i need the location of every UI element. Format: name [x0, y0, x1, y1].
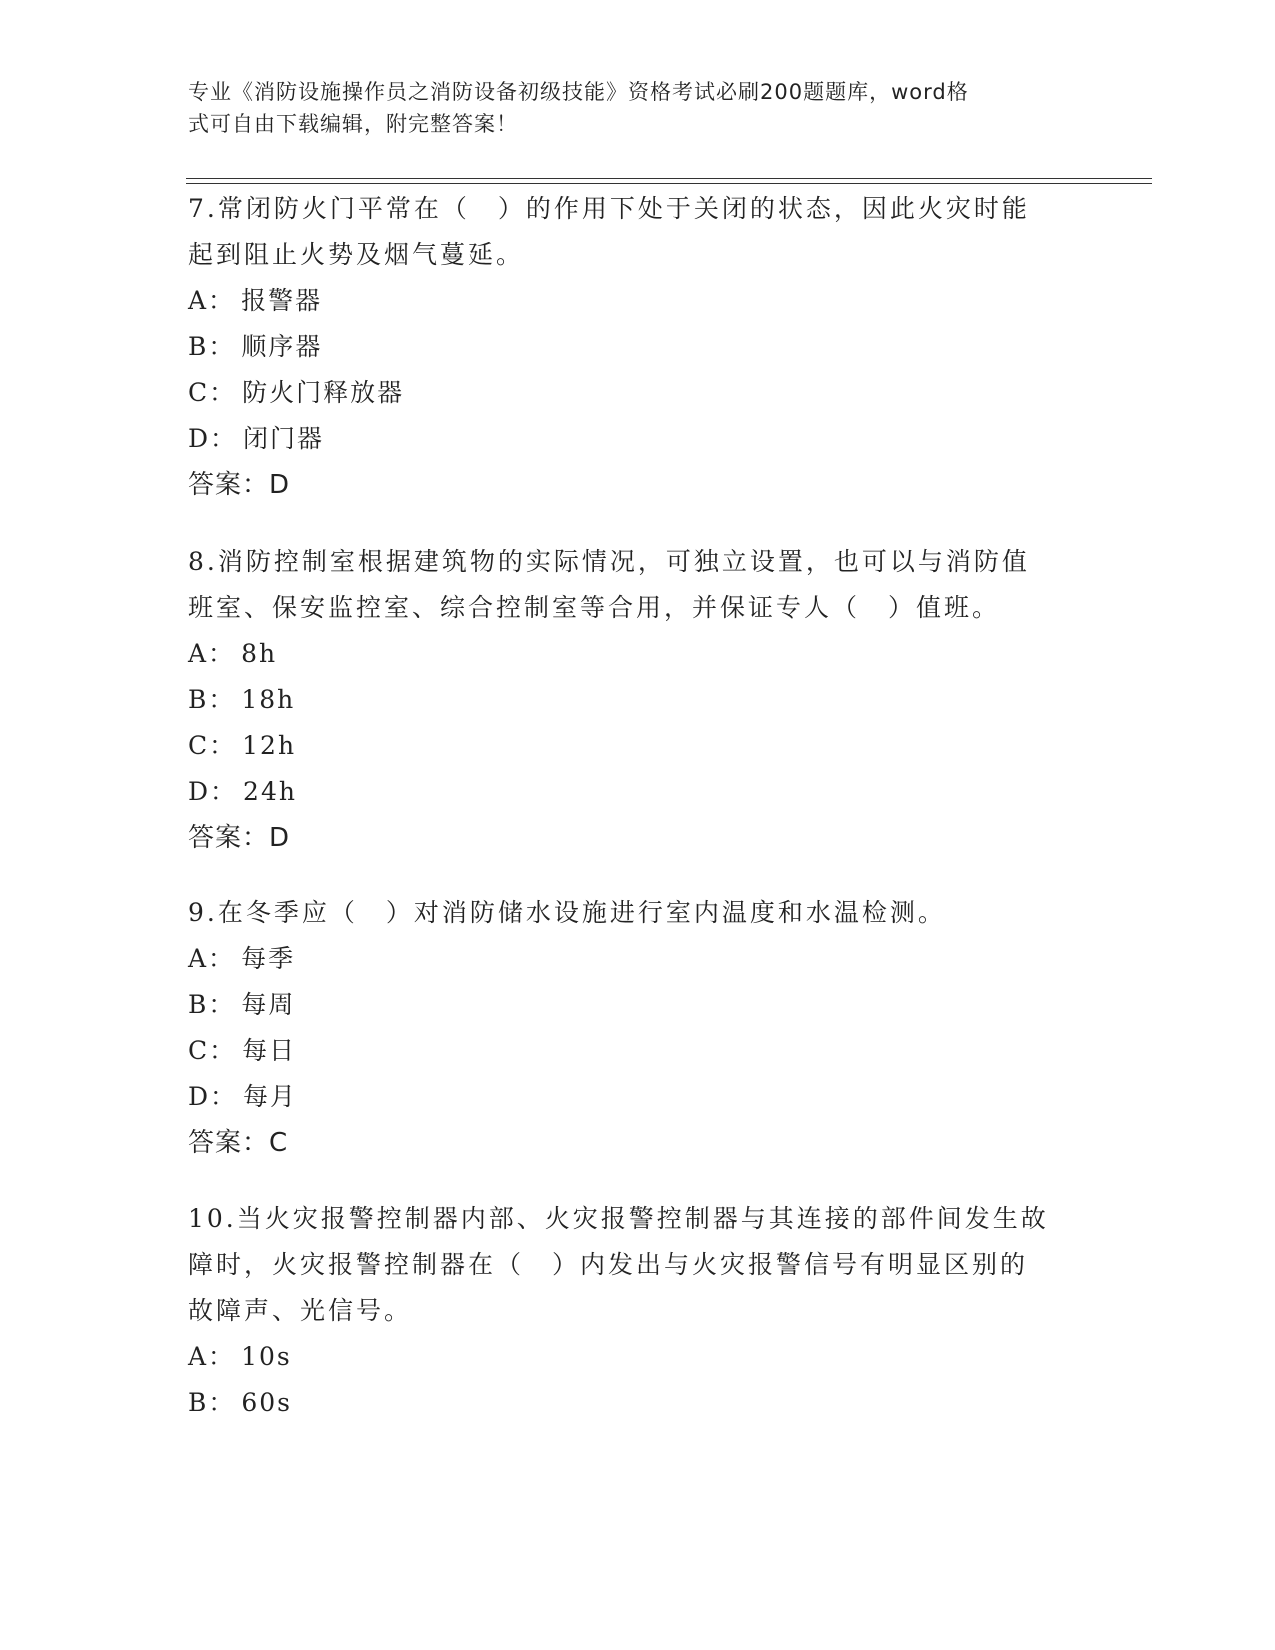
option-letter: D：: [188, 424, 238, 453]
answer-value: C: [269, 1128, 289, 1158]
question-line: 障时，火灾报警控制器在（ ）内发出与火灾报警信号有明显区别的: [188, 1250, 1029, 1279]
option-b: [188, 1380, 1088, 1426]
option-d: [188, 1074, 1088, 1120]
option-text: 每月: [243, 1082, 298, 1111]
question-line: 10.当火灾报警控制器内部、火灾报警控制器与其连接的部件间发生故: [188, 1204, 1049, 1233]
answer-label: 答案：: [188, 470, 270, 500]
question-10: [188, 1196, 1088, 1426]
option-letter: C：: [188, 731, 237, 760]
option-letter: A：: [188, 286, 236, 315]
option-c: [188, 1028, 1088, 1074]
option-letter: A：: [188, 639, 236, 668]
question-line: 8.消防控制室根据建筑物的实际情况，可独立设置，也可以与消防值: [188, 547, 1030, 576]
header-line-1: 专业《消防设施操作员之消防设备初级技能》资格考试必刷200题题库，word格: [188, 80, 969, 104]
option-text: 顺序器: [241, 332, 323, 361]
option-letter: A：: [188, 944, 236, 973]
option-text: 防火门释放器: [242, 378, 405, 407]
option-letter: B：: [188, 332, 236, 361]
option-c: [188, 723, 1088, 769]
option-b: [188, 982, 1088, 1028]
question-line: 7.常闭防火门平常在（ ）的作用下处于关闭的状态，因此火灾时能: [188, 194, 1030, 223]
question-text: [188, 539, 1088, 631]
option-d: [188, 769, 1088, 815]
answer-label: 答案：: [188, 1128, 270, 1158]
header-line-2: 式可自由下载编辑，附完整答案！: [188, 112, 518, 136]
question-text: [188, 890, 1088, 936]
question-9: [188, 890, 1088, 1166]
document-header: [188, 76, 1068, 140]
answer-label: 答案：: [188, 823, 270, 853]
answer-value: D: [269, 823, 291, 853]
option-b: [188, 677, 1088, 723]
answer-value: D: [269, 470, 291, 500]
option-text: 60s: [241, 1388, 293, 1417]
header-divider-top: [186, 178, 1152, 179]
answer-line: [188, 462, 1088, 508]
answer-line: [188, 815, 1088, 861]
option-letter: C：: [188, 1036, 237, 1065]
option-letter: C：: [188, 378, 237, 407]
option-letter: B：: [188, 990, 236, 1019]
question-line: 故障声、光信号。: [188, 1296, 413, 1325]
option-text: 闭门器: [243, 424, 325, 453]
option-text: 12h: [242, 731, 297, 760]
option-a: [188, 1334, 1088, 1380]
option-text: 每日: [242, 1036, 297, 1065]
option-d: [188, 416, 1088, 462]
option-c: [188, 370, 1088, 416]
option-letter: A：: [188, 1342, 236, 1371]
option-letter: D：: [188, 777, 238, 806]
option-text: 24h: [243, 777, 297, 806]
option-text: 每周: [241, 990, 296, 1019]
option-text: 每季: [241, 944, 296, 973]
answer-line: [188, 1120, 1088, 1166]
option-text: 18h: [241, 685, 296, 714]
question-line: 起到阻止火势及烟气蔓延。: [188, 240, 525, 269]
option-a: [188, 631, 1088, 677]
header-divider-bottom: [186, 183, 1152, 184]
option-text: 10s: [241, 1342, 292, 1371]
option-letter: B：: [188, 685, 236, 714]
question-8: [188, 539, 1088, 861]
option-a: [188, 278, 1088, 324]
question-line: 9.在冬季应（ ）对消防储水设施进行室内温度和水温检测。: [188, 898, 946, 927]
question-text: [188, 186, 1088, 278]
option-b: [188, 324, 1088, 370]
option-text: 报警器: [241, 286, 323, 315]
question-text: [188, 1196, 1088, 1334]
option-letter: D：: [188, 1082, 238, 1111]
option-text: 8h: [241, 639, 278, 668]
question-line: 班室、保安监控室、综合控制室等合用，并保证专人（ ）值班。: [188, 593, 1001, 622]
question-7: [188, 186, 1088, 508]
option-letter: B：: [188, 1388, 236, 1417]
option-a: [188, 936, 1088, 982]
